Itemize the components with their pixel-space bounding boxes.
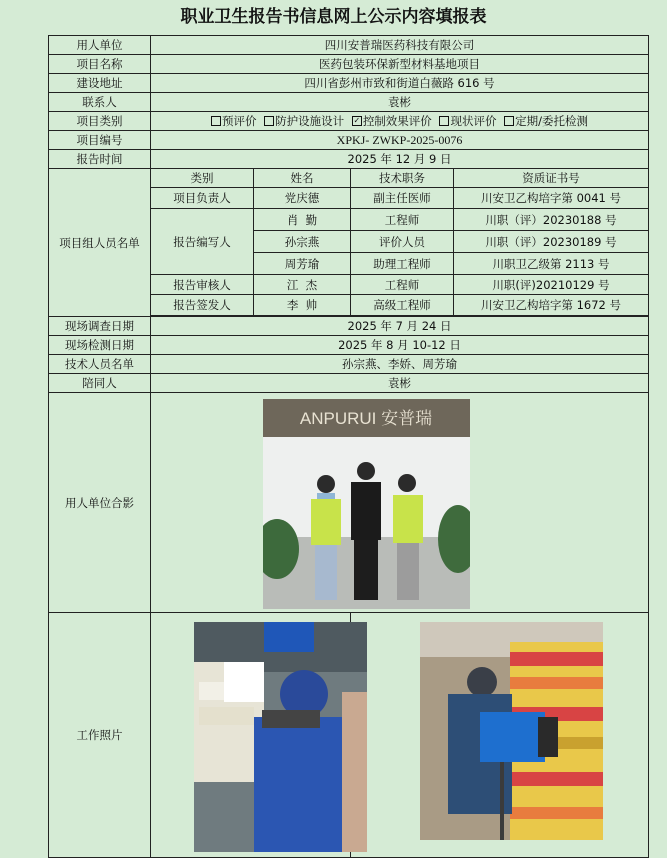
survey-date-value: 2025 年 7 月 24 日 xyxy=(151,317,649,336)
checkbox-box xyxy=(439,116,449,126)
contact-value: 袁彬 xyxy=(151,93,649,112)
employer-value: 四川安普瑞医药科技有限公司 xyxy=(151,36,649,55)
project-name-label: 项目名称 xyxy=(49,55,151,74)
row-escort xyxy=(49,374,649,393)
address-value: 四川省彭州市致和街道白薇路 616 号 xyxy=(151,74,649,93)
tech-staff-label: 技术人员名单 xyxy=(49,355,151,374)
group-photo-label: 用人单位合影 xyxy=(49,393,151,613)
row-survey-date xyxy=(49,317,649,336)
page-title: 职业卫生报告书信息网上公示内容填报表 xyxy=(180,7,487,27)
team-title: 副主任医师 xyxy=(351,188,454,209)
team-header-title: 技术职务 xyxy=(351,169,454,188)
team-name: 李 帅 xyxy=(254,295,351,316)
row-employer xyxy=(49,36,649,55)
work-photo-1 xyxy=(194,622,367,852)
team-role: 报告编写人 xyxy=(151,209,254,275)
report-date-value: 2025 年 12 月 9 日 xyxy=(151,150,649,169)
checkbox-box xyxy=(504,116,514,126)
checkbox-box-checked: ✓ xyxy=(353,115,361,125)
checkbox-pre-evaluation: 预评价 xyxy=(211,113,257,129)
category-label: 项目类别 xyxy=(49,112,151,131)
team-role: 项目负责人 xyxy=(151,188,254,209)
report-date-label: 报告时间 xyxy=(49,150,151,169)
row-tech-staff xyxy=(49,355,649,374)
team-name: 党庆德 xyxy=(254,188,351,209)
team-name: 孙宗燕 xyxy=(254,231,351,253)
team-role: 报告签发人 xyxy=(151,295,254,316)
number-value: XPKJ- ZWKP-2025-0076 xyxy=(151,131,649,150)
team-label: 项目组人员名单 xyxy=(49,169,151,317)
team-header-cert: 资质证书号 xyxy=(454,169,649,188)
checkbox-box xyxy=(211,116,221,126)
test-date-value: 2025 年 8 月 10-12 日 xyxy=(151,336,649,355)
row-project-name xyxy=(49,55,649,74)
project-name-value: 医药包装环保新型材料基地项目 xyxy=(151,55,649,74)
employer-label: 用人单位 xyxy=(49,36,151,55)
team-cert: 川职卫乙级第 2113 号 xyxy=(454,253,649,275)
row-contact xyxy=(49,93,649,112)
team-cert: 川职（评）20230189 号 xyxy=(454,231,649,253)
team-header-row xyxy=(49,169,649,188)
company-sign: ANPURUI 安普瑞 xyxy=(299,409,433,428)
escort-label: 陪同人 xyxy=(49,374,151,393)
row-report-date xyxy=(49,150,649,169)
row-test-date xyxy=(49,336,649,355)
team-cert: 川安卫乙构培字第 0041 号 xyxy=(454,188,649,209)
address-label: 建设地址 xyxy=(49,74,151,93)
team-cert: 川安卫乙构培字第 1672 号 xyxy=(454,295,649,316)
checkbox-control-effect: ✓ 控制效果评价 xyxy=(353,114,432,128)
team-title: 高级工程师 xyxy=(351,295,454,316)
work-photo-2 xyxy=(420,622,603,840)
work-photo-label: 工作照片 xyxy=(49,613,151,858)
test-date-label: 现场检测日期 xyxy=(49,336,151,355)
contact-label: 联系人 xyxy=(49,93,151,112)
team-role: 报告审核人 xyxy=(151,275,254,295)
team-name: 周芳瑜 xyxy=(254,253,351,275)
row-category xyxy=(49,112,649,131)
team-title: 评价人员 xyxy=(351,231,454,253)
row-number xyxy=(49,131,649,150)
team-title: 助理工程师 xyxy=(351,253,454,275)
team-title: 工程师 xyxy=(351,275,454,295)
row-address xyxy=(49,74,649,93)
team-name: 肖 勤 xyxy=(254,209,351,231)
team-cert: 川职(评)20210129 号 xyxy=(454,275,649,295)
team-header-category: 类别 xyxy=(151,169,254,188)
team-cert: 川职（评）20230188 号 xyxy=(454,209,649,231)
category-options xyxy=(151,112,649,131)
group-photo xyxy=(263,399,470,609)
escort-value: 袁彬 xyxy=(151,374,649,393)
checkbox-status-evaluation: 现状评价 xyxy=(439,113,496,129)
team-title: 工程师 xyxy=(351,209,454,231)
team-name: 江 杰 xyxy=(254,275,351,295)
tech-staff-value: 孙宗燕、李娇、周芳瑜 xyxy=(151,355,649,374)
checkbox-box xyxy=(264,116,274,126)
checkbox-periodic-test: 定期/委托检测 xyxy=(504,113,588,129)
survey-date-label: 现场调查日期 xyxy=(49,317,151,336)
checkbox-protection-design: 防护设施设计 xyxy=(264,113,344,129)
number-label: 项目编号 xyxy=(49,131,151,150)
team-header-name: 姓名 xyxy=(254,169,351,188)
